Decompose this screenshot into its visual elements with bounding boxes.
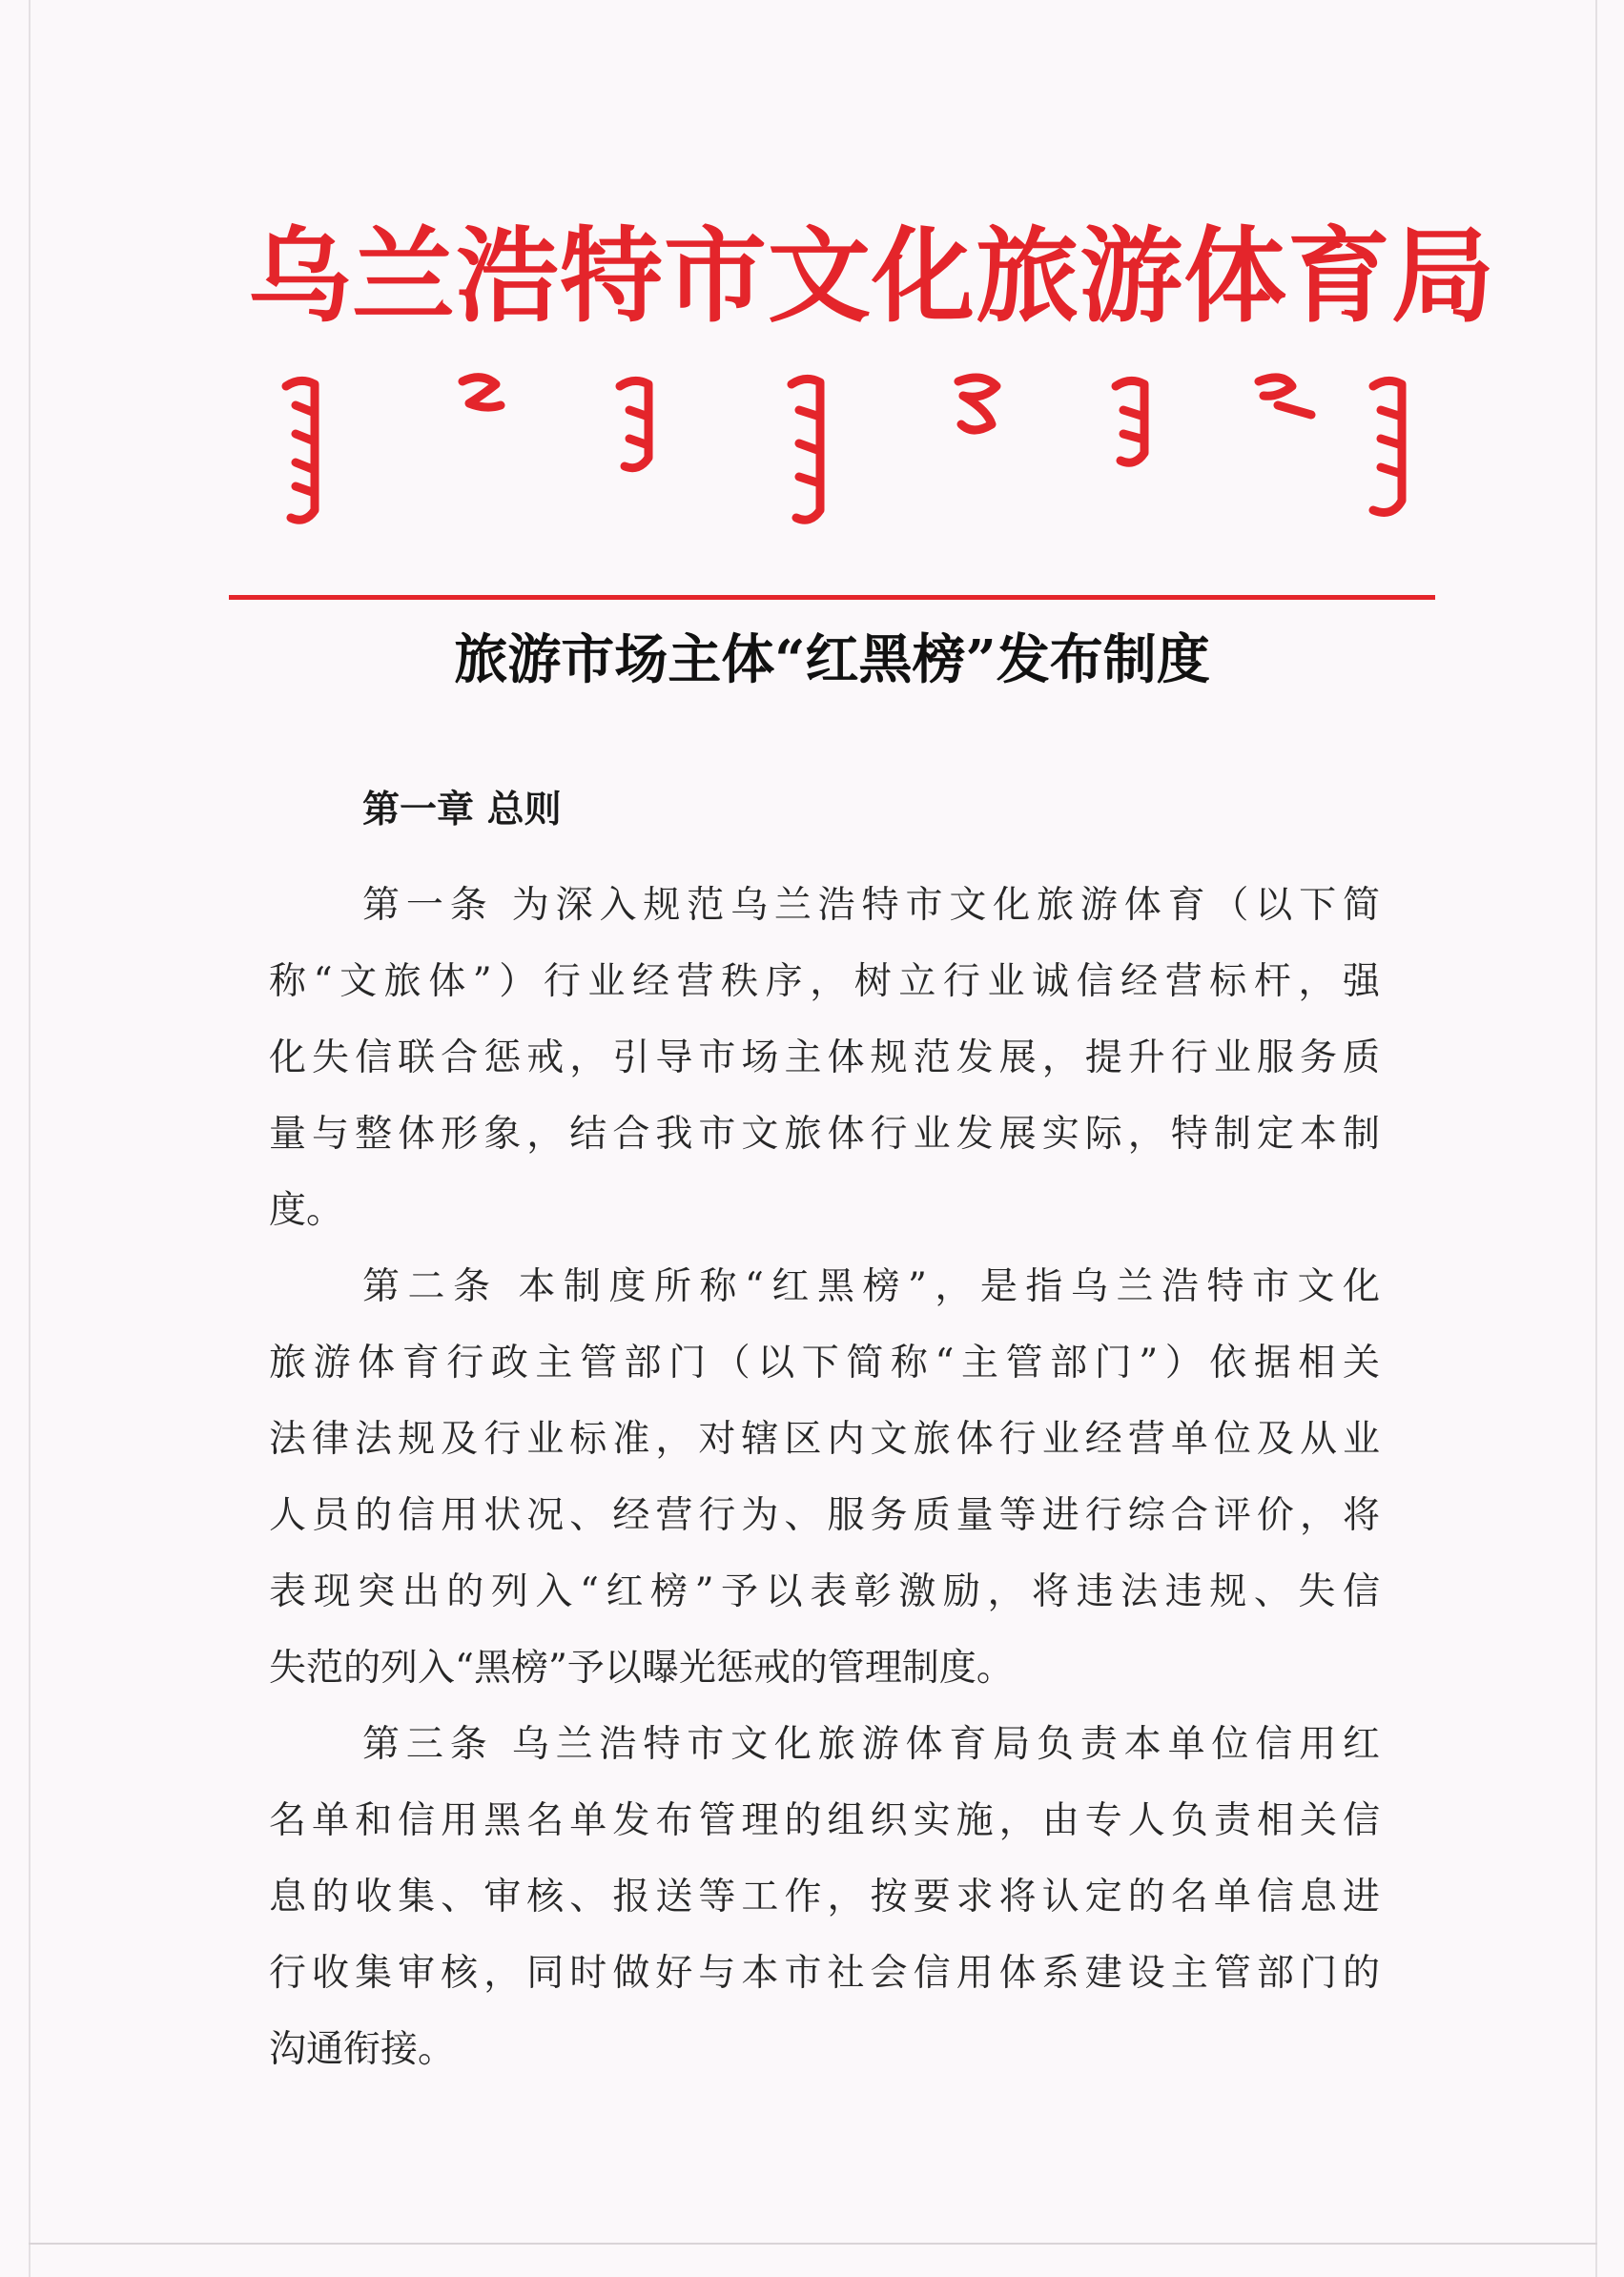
letterhead-title: 乌兰浩特市文化旅游体育局 xyxy=(248,216,1496,337)
article-2-line: 人员的信用状况、经营行为、服务质量等进行综合评价，将 xyxy=(269,1494,1380,1537)
article-3-line: 第三条 乌兰浩特市文化旅游体育局负责本单位信用红 xyxy=(362,1723,1380,1766)
mongolian-script-title xyxy=(257,367,1430,529)
article-2-line: 失范的列入“黑榜”予以曝光惩戒的管理制度。 xyxy=(269,1647,1014,1690)
chapter-heading: 第一章 总则 xyxy=(362,789,562,831)
article-2-line: 表现突出的列入“红榜”予以表彰激励，将违法违规、失信 xyxy=(269,1570,1380,1613)
article-2-line: 法律法规及行业标准，对辖区内文旅体行业经营单位及从业 xyxy=(269,1418,1380,1461)
article-3-line: 行收集审核，同时做好与本市社会信用体系建设主管部门的 xyxy=(269,1952,1380,1995)
article-2-line: 旅游体育行政主管部门（以下简称“主管部门”）依据相关 xyxy=(269,1342,1380,1385)
article-2-line: 第二条 本制度所称“红黑榜”，是指乌兰浩特市文化 xyxy=(362,1265,1380,1308)
article-1-line: 度。 xyxy=(269,1189,344,1232)
article-3-line: 沟通衔接。 xyxy=(269,2028,456,2071)
scan-bottom-edge xyxy=(29,2243,1597,2245)
article-1-line: 化失信联合惩戒，引导市场主体规范发展，提升行业服务质 xyxy=(269,1036,1380,1079)
document-title: 旅游市场主体“红黑榜”发布制度 xyxy=(454,628,1210,691)
article-1-line: 第一条 为深入规范乌兰浩特市文化旅游体育（以下简 xyxy=(362,884,1380,927)
article-1-line: 称“文旅体”）行业经营秩序，树立行业诚信经营标杆，强 xyxy=(269,960,1380,1003)
page-edge-right xyxy=(1595,0,1597,2277)
article-3-line: 息的收集、审核、报送等工作，按要求将认定的名单信息进 xyxy=(269,1876,1380,1918)
article-1-line: 量与整体形象，结合我市文旅体行业发展实际，特制定本制 xyxy=(269,1113,1380,1156)
letterhead-divider xyxy=(229,595,1435,600)
mongolian-script-graphic xyxy=(257,367,1430,529)
article-3-line: 名单和信用黑名单发布管理的组织实施，由专人负责相关信 xyxy=(269,1799,1380,1842)
page-edge-left xyxy=(29,0,31,2277)
